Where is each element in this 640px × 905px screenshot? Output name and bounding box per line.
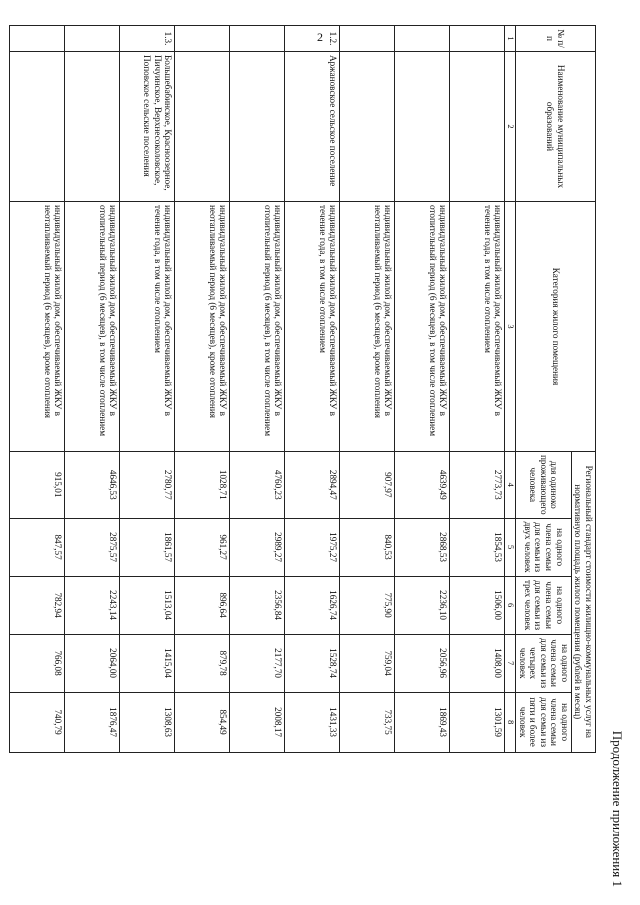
table-row: [10, 26, 65, 753]
table-row: [450, 26, 505, 753]
value-2: 1854,53: [450, 518, 505, 576]
col-number: 1: [505, 26, 516, 52]
table-row: [395, 26, 450, 753]
value-4: 1415,04: [120, 634, 175, 692]
row-municipality: [340, 52, 395, 202]
value-4: 1528,74: [285, 634, 340, 692]
value-2: 840,53: [340, 518, 395, 576]
appendix-title: Продолжение приложения 1: [610, 730, 625, 887]
row-category: индивидуальный жилой дом, обеспечиваемый ЖКУ в течение года, в том числе отоплением: [285, 202, 340, 452]
header-municipality: Наименование муниципальных образований: [515, 52, 595, 202]
row-category: индивидуальный жилой дом, обеспечиваемый ЖКУ в течение года, в том числе отоплением: [450, 202, 505, 452]
value-single: 1028,71: [175, 452, 230, 519]
value-2: 1975,27: [285, 518, 340, 576]
row-num: 1.2.: [285, 26, 340, 52]
col-number: 5: [505, 518, 516, 576]
value-single: 4646,53: [65, 452, 120, 519]
value-5: 1431,33: [285, 692, 340, 752]
value-single: 4639,49: [395, 452, 450, 519]
header-num: № п/п: [515, 26, 595, 52]
header-per-member-3: на одного члена семьи для семьи из трех человек: [515, 576, 571, 634]
value-5: 1308,63: [120, 692, 175, 752]
value-3: 775,90: [340, 576, 395, 634]
table-row: [65, 26, 120, 753]
col-number: 2: [505, 52, 516, 202]
row-category: индивидуальный жилой дом, обеспечиваемый ЖКУ в неотапливаемый период (6 месяцев), кроме отопления: [340, 202, 395, 452]
row-num: [230, 26, 285, 52]
value-5: 733,75: [340, 692, 395, 752]
value-5: 1876,47: [65, 692, 120, 752]
row-category: индивидуальный жилой дом, обеспечиваемый ЖКУ в течение года, в том числе отоплением: [120, 202, 175, 452]
column-number-row: [505, 26, 516, 753]
value-2: 2868,53: [395, 518, 450, 576]
value-single: 2773,73: [450, 452, 505, 519]
row-category: индивидуальный жилой дом, обеспечиваемый ЖКУ в отопительный период (6 месяцев), в том числе отоплением: [395, 202, 450, 452]
value-single: 4760,23: [230, 452, 285, 519]
value-3: 1513,04: [120, 576, 175, 634]
value-4: 766,08: [10, 634, 65, 692]
value-3: 2243,14: [65, 576, 120, 634]
value-4: 759,04: [340, 634, 395, 692]
value-4: 2056,96: [395, 634, 450, 692]
table-row: [120, 26, 175, 753]
value-2: 961,27: [175, 518, 230, 576]
table-row: [340, 26, 395, 753]
row-municipality: [10, 52, 65, 202]
value-4: 1408,00: [450, 634, 505, 692]
header-category: Категория жилого помещения: [515, 202, 595, 452]
standards-table: [9, 25, 596, 753]
row-municipality: Большебабинское, Красноозерное, Пичуинское, Верхнесоколовское, Поповское сельские поселения: [120, 52, 175, 202]
col-number: 3: [505, 202, 516, 452]
value-3: 1626,74: [285, 576, 340, 634]
row-num: [175, 26, 230, 52]
col-number: 8: [505, 692, 516, 752]
page-number: 2: [317, 30, 323, 44]
header-single: для одиноко проживающего человека: [515, 452, 571, 519]
value-2: 1861,57: [120, 518, 175, 576]
value-single: 915,01: [10, 452, 65, 519]
header-standard: Региональный стандарт стоимости жилищно-коммунальных услуг на нормативную площадь жилого помещения (рублей в месяц): [571, 452, 595, 753]
value-single: 907,97: [340, 452, 395, 519]
table-row: [230, 26, 285, 753]
row-num: [10, 26, 65, 52]
row-num: [65, 26, 120, 52]
row-municipality: [65, 52, 120, 202]
row-category: индивидуальный жилой дом, обеспечиваемый ЖКУ в неотапливаемый период (6 месяцев), кроме отопления: [175, 202, 230, 452]
col-number: 6: [505, 576, 516, 634]
row-num: [395, 26, 450, 52]
value-3: 2236,10: [395, 576, 450, 634]
value-4: 2177,70: [230, 634, 285, 692]
value-5: 740,79: [10, 692, 65, 752]
row-category: индивидуальный жилой дом, обеспечиваемый ЖКУ в отопительный период (6 месяцев), в том числе отоплением: [230, 202, 285, 452]
col-number: 4: [505, 452, 516, 519]
header-per-member-5: на одного члена семьи для семьи из пяти и более человек: [515, 692, 571, 752]
row-municipality: [395, 52, 450, 202]
value-5: 1869,43: [395, 692, 450, 752]
row-num: [450, 26, 505, 52]
value-5: 2008,17: [230, 692, 285, 752]
value-2: 2875,57: [65, 518, 120, 576]
row-municipality: [450, 52, 505, 202]
value-3: 896,64: [175, 576, 230, 634]
value-single: 2780,77: [120, 452, 175, 519]
table-row: [175, 26, 230, 753]
value-4: 2064,00: [65, 634, 120, 692]
value-3: 782,94: [10, 576, 65, 634]
row-num: 1.3.: [120, 26, 175, 52]
value-2: 2989,27: [230, 518, 285, 576]
row-municipality: [230, 52, 285, 202]
value-2: 847,57: [10, 518, 65, 576]
row-category: индивидуальный жилой дом, обеспечиваемый ЖКУ в неотапливаемый период (6 месяцев), кроме отопления: [10, 202, 65, 452]
value-4: 879,78: [175, 634, 230, 692]
table-row: [285, 26, 340, 753]
row-category: индивидуальный жилой дом, обеспечиваемый ЖКУ в отопительный период (6 месяцев), в том числе отоплением: [65, 202, 120, 452]
value-3: 1506,00: [450, 576, 505, 634]
value-single: 2894,47: [285, 452, 340, 519]
col-number: 7: [505, 634, 516, 692]
value-3: 2356,84: [230, 576, 285, 634]
header-per-member-4: на одного члена семьи для семьи из четырех человек: [515, 634, 571, 692]
value-5: 1301,59: [450, 692, 505, 752]
value-5: 854,49: [175, 692, 230, 752]
row-municipality: [175, 52, 230, 202]
row-municipality: Аржановское сельское поселение: [285, 52, 340, 202]
header-per-member-2: на одного члена семьи для семьи из двух человек: [515, 518, 571, 576]
row-num: [340, 26, 395, 52]
